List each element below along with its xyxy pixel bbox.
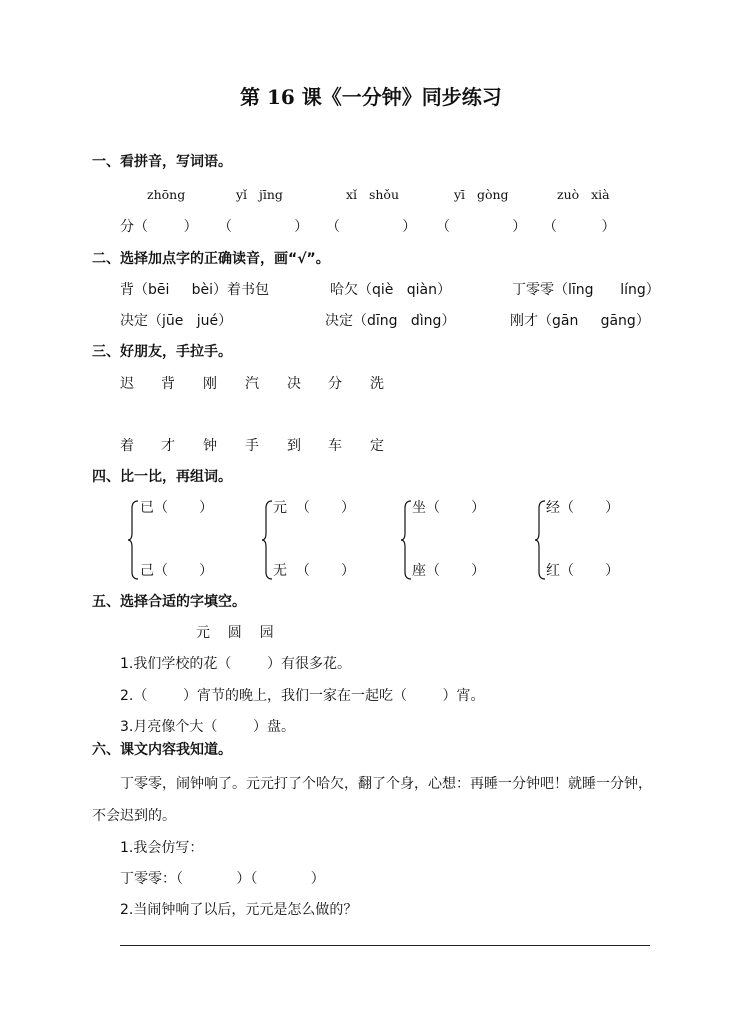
- match-char[interactable]: 刚: [203, 376, 217, 392]
- brace-icon: [127, 500, 137, 580]
- question-2: 2.当闹钟响了以后，元元是怎么做的？: [120, 902, 358, 918]
- reading-item-1[interactable]: 背（bēi bèi）着书包: [120, 282, 270, 298]
- pinyin-5: zuò xià: [557, 187, 610, 202]
- compare-word-bottom[interactable]: 无 （ ）: [273, 563, 356, 579]
- match-char[interactable]: 汽: [245, 376, 259, 392]
- compare-word-top[interactable]: 已（ ）: [140, 500, 214, 516]
- compare-word-bottom[interactable]: 红（ ）: [546, 563, 620, 579]
- reading-item-2[interactable]: 哈欠（qiè qiàn）: [330, 282, 451, 298]
- pinyin-3: xǐ shǒu: [346, 187, 400, 202]
- brace-icon: [261, 500, 271, 580]
- match-char[interactable]: 分: [328, 376, 342, 392]
- word-options: 元 圆 园: [196, 625, 274, 641]
- match-char[interactable]: 钟: [203, 438, 217, 454]
- match-char[interactable]: 背: [161, 376, 175, 392]
- match-char[interactable]: 洗: [370, 376, 384, 392]
- match-char[interactable]: 迟: [120, 376, 134, 392]
- question-1: 1.我会仿写：: [120, 840, 204, 856]
- section-4-heading: 四、比一比，再组词。: [92, 469, 232, 485]
- brace-icon: [400, 500, 410, 580]
- fill-question-1[interactable]: 1.我们学校的花（ ）有很多花。: [120, 656, 351, 672]
- match-char[interactable]: 到: [287, 438, 301, 454]
- compare-word-top[interactable]: 经（ ）: [546, 500, 620, 516]
- reading-item-3[interactable]: 丁零零（līng líng）: [512, 282, 660, 298]
- section-6-heading: 六、课文内容我知道。: [92, 742, 232, 758]
- answer-line[interactable]: [120, 945, 650, 946]
- compare-word-top[interactable]: 坐（ ）: [412, 500, 486, 516]
- fill-question-3[interactable]: 3.月亮像个大（ ）盘。: [120, 719, 295, 735]
- pinyin-2: yǐ jīng: [236, 187, 283, 202]
- match-char[interactable]: 定: [370, 438, 384, 454]
- section-3-heading: 三、好朋友，手拉手。: [92, 344, 232, 360]
- fill-question-2[interactable]: 2.（ ）宵节的晚上，我们一家在一起吃（ ）宵。: [120, 688, 485, 704]
- compare-word-top[interactable]: 元 （ ）: [273, 500, 356, 516]
- match-char[interactable]: 才: [161, 438, 175, 454]
- passage-text: 丁零零，闹钟响了。元元打了个哈欠，翻了个身，心想：再睡一分钟吧！就睡一分钟，: [120, 776, 652, 792]
- answer-blank-3[interactable]: （ ）: [326, 219, 417, 235]
- pinyin-1: zhōng: [147, 187, 186, 202]
- reading-item-4[interactable]: 决定（jūe jué）: [120, 313, 233, 329]
- section-2-heading: 二、选择加点字的正确读音，画“√”。: [92, 251, 330, 267]
- match-char[interactable]: 车: [328, 438, 342, 454]
- passage-text: 不会迟到的。: [92, 808, 176, 824]
- reading-item-5[interactable]: 决定（dīng dìng）: [325, 313, 456, 329]
- match-char[interactable]: 决: [287, 376, 301, 392]
- imitation-answer[interactable]: 丁零零：（ ）（ ）: [120, 871, 325, 887]
- answer-blank-5[interactable]: （ ）: [543, 219, 616, 235]
- compare-word-bottom[interactable]: 座（ ）: [412, 563, 486, 579]
- answer-blank-1[interactable]: 分（ ）: [120, 219, 198, 235]
- section-5-heading: 五、选择合适的字填空。: [92, 594, 246, 610]
- compare-word-bottom[interactable]: 己（ ）: [140, 563, 214, 579]
- section-1-heading: 一、看拼音，写词语。: [92, 154, 232, 170]
- reading-item-6[interactable]: 刚才（gān gāng）: [510, 313, 650, 329]
- match-char[interactable]: 手: [245, 438, 259, 454]
- answer-blank-2[interactable]: （ ）: [218, 219, 309, 235]
- match-char[interactable]: 着: [120, 438, 134, 454]
- answer-blank-4[interactable]: （ ）: [436, 219, 527, 235]
- page-title: 第 16 课《一分钟》同步练习: [240, 85, 502, 109]
- brace-icon: [534, 500, 544, 580]
- pinyin-4: yī gòng: [454, 187, 509, 202]
